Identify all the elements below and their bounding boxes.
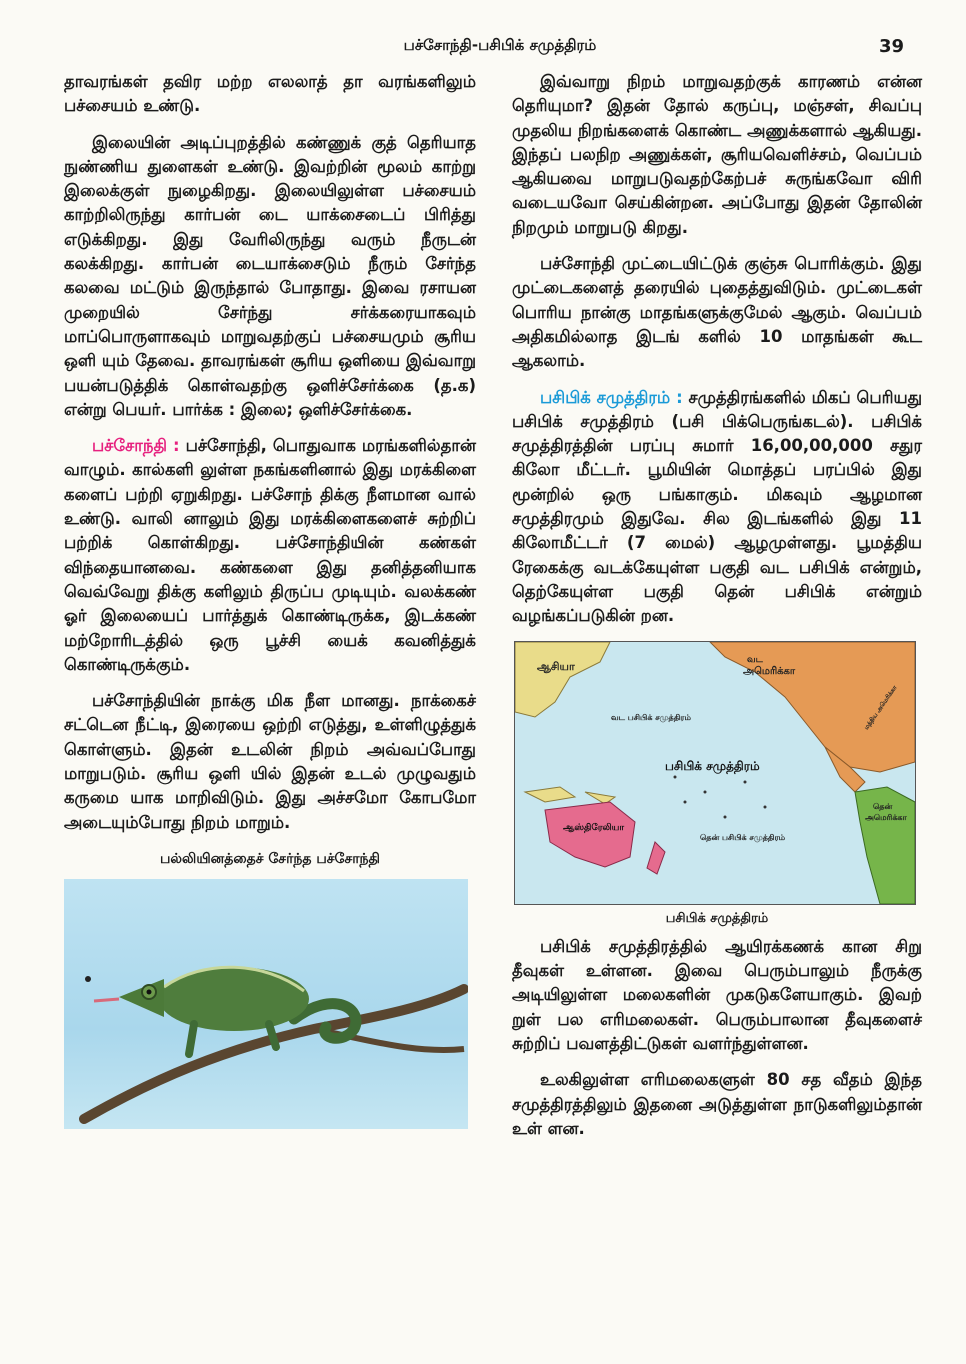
left-column [64,70,476,1129]
map-caption: பசிபிக் சமுத்திரம் [665,910,769,926]
map-label-south-america-1: தென் [873,801,893,811]
map-label-north-america-1: வட [747,654,763,665]
map-label-pacific: பசிபிக் சமுத்திரம் [665,758,760,773]
chameleon-photo-caption: பல்லியினத்தைச் சேர்ந்த பச்சோந்தி [160,850,380,867]
right-column [512,70,922,1153]
right-paragraph-4: பசிபிக் சமுத்திரத்தில் ஆயிரக்கணக் கான சிறு தீவுகள் உள்ளன. இவை பெரும்பாலும் நீருக்கு அடியிலுள்ள மலைகளின் முகடுகளேயாகும். இவற் றுள் பல எரிமலைகள். பெரும்பாலான தீவுகளைச் சுற்றிப் பவளத்திட்டுகள் வளர்ந்துள்ளன. [512,936,922,1054]
map-label-south-america-2: அமெரிக்கா [865,812,907,822]
left-paragraph-3-text: பச்சோந்தி, பொதுவாக மரங்களில்தான் வாழும். கால்களி லுள்ள நகங்களினால் இது மரக்கிளை களைப் பற்றி ஏறுகிறது. பச்சோந் திக்கு நீளமான வால் உண்டு. வாலி னாலும் இது மரக்கிளைகளைச் சுற்றிப் பற்றிக் கொள்கிறது. பச்சோந்தியின் கண்கள் விந்தையானவை. கண்களை இது தனித்தனியாக வெவ்வேறு திக்கு களிலும் திருப்ப முடியும். வலக்கண் ஓர் இலையைப் பார்த்துக் கொண்டிருக்க, இடக்கண் மற்றோரிடத்தில் ஒரு பூச்சி யைக் கவனித்துக் கொண்டிருக்கும். [64,436,476,674]
running-title: பச்சோந்தி-பசிபிக் சமுத்திரம் [403,36,597,54]
map-label-north-america-2: அமெரிக்கா [743,665,796,677]
map-label-south-pacific: தென் பசிபிக் சமுத்திரம் [700,832,786,842]
right-paragraph-1: இவ்வாறு நிறம் மாறுவதற்குக் காரணம் என்ன தெரியுமா? இதன் தோல் கருப்பு, மஞ்சள், சிவப்பு முதலிய நிறங்களைக் கொண்ட அணுக்களால் ஆகியது. இந்தப் பலநிற அணுக்கள், சூரியவெளிச்சம், வெப்பம் ஆகியவை மாறுபடுவதற்கேற்பச் சுருங்கவோ விரி வடையவோ செய்கின்றன. அப்போது இதன் தோலின் நிறமும் மாறுபடு கிறது. [512,72,922,237]
right-paragraph-3 [512,386,922,629]
map-label-asia: ஆசியா [537,659,575,673]
right-paragraph-3-text: சமுத்திரங்களில் மிகப் பெரியது பசிபிக் சமுத்திரம் (பசி பிக்பெருங்கடல்). பசிபிக் சமுத்திரத்தின் பரப்பு சுமார் 16,00,00,000 சதுர கிலோ மீட்டர். பூமியின் மொத்தப் பரப்பில் இது மூன்றில் ஒரு பங்காகும். மிகவும் ஆழமான சமுத்திரமும் இதுவே. சில இடங்களில் இது 11 கிலோமீட்டர் (7 மைல்) ஆழமுள்ளது. பூமத்திய ரேகைக்கு வடக்கேயுள்ள பகுதி வட பசிபிக் என்றும், தெற்கேயுள்ள பகுதி தென் பசிபிக் என்றும் வழங்கப்படுகின் றன. [512,387,922,626]
entry-term-pacific-ocean: பசிபிக் சமுத்திரம் : [540,387,683,407]
left-paragraph-3 [64,434,476,677]
right-paragraph-2: பச்சோந்தி முட்டையிட்டுக் குஞ்சு பொரிக்கும். இது முட்டைகளைத் தரையில் புதைத்துவிடும். முட்டைகள் பொரிய நான்கு மாதங்களுக்குமேல் ஆகும். வெப்பம் அதிகமில்லாத இடங் களில் 10 மாதங்கள் கூட ஆகலாம். [512,254,922,371]
map-label-australia: ஆஸ்திரேலியா [563,822,625,833]
page-number: 39 [878,36,904,57]
left-paragraph-2: இலையின் அடிப்புறத்தில் கண்ணுக் குத் தெரியாத நுண்ணிய துளைகள் உண்டு. இவற்றின் மூலம் காற்று இலைக்குள் நுழைகிறது. இலையிலுள்ள பச்சையம் காற்றிலிருந்து கார்பன் டை யாக்சைடைப் பிரித்து எடுக்கிறது. இது வேரிலிருந்து வரும் நீருடன் கலக்கிறது. கார்பன் டையாக்சைடும் நீரும் சேர்ந்த கலவை மட்டும் இருந்தால் போதாது. இவை ரசாயன முறையில் சேர்ந்து சர்க்கரையாகவும் மாப்பொருளாகவும் மாறுவதற்குப் பச்சையமும் சூரிய ஒளி யும் தேவை. தாவரங்கள் சூரிய ஒளியை இவ்வாறு பயன்படுத்திக் கொள்வதற்கு ஒளிச்சேர்க்கை (த.க) என்று பெயர். பார்க்க : இலை; ஒளிச்சேர்க்கை. [64,132,476,419]
map-label-central-america: மத்திய அமெரிக்கா [862,683,899,731]
pacific-ocean-map [514,641,916,905]
right-paragraph-5: உலகிலுள்ள எரிமலைகளுள் 80 சத வீதம் இந்த சமுத்திரத்திலும் இதனை அடுத்துள்ள நாடுகளிலும்தான் உள் ளன. [512,1070,922,1138]
chameleon-photo [64,879,468,1129]
left-paragraph-4: பச்சோந்தியின் நாக்கு மிக நீள மானது. நாக்கைச் சட்டென நீட்டி, இரையை ஒற்றி எடுத்து, உள்ளிழுத்துக் கொள்ளும். இதன் உடலின் நிறம் அவ்வப்போது மாறுபடும். சூரிய ஒளி யில் இதன் உடல் முழுவதும் கருமை யாக மாறிவிடும். இது அச்சமோ கோபமோ அடையும்போது நிறம் மாறும். [64,691,476,832]
left-paragraph-1: தாவரங்கள் தவிர மற்ற எலலாத் தா வரங்களிலும் பச்சையம் உண்டு. [64,72,476,116]
map-label-north-pacific: வட பசிபிக் சமுத்திரம் [611,712,691,722]
entry-term-chameleon: பச்சோந்தி : [92,436,180,456]
